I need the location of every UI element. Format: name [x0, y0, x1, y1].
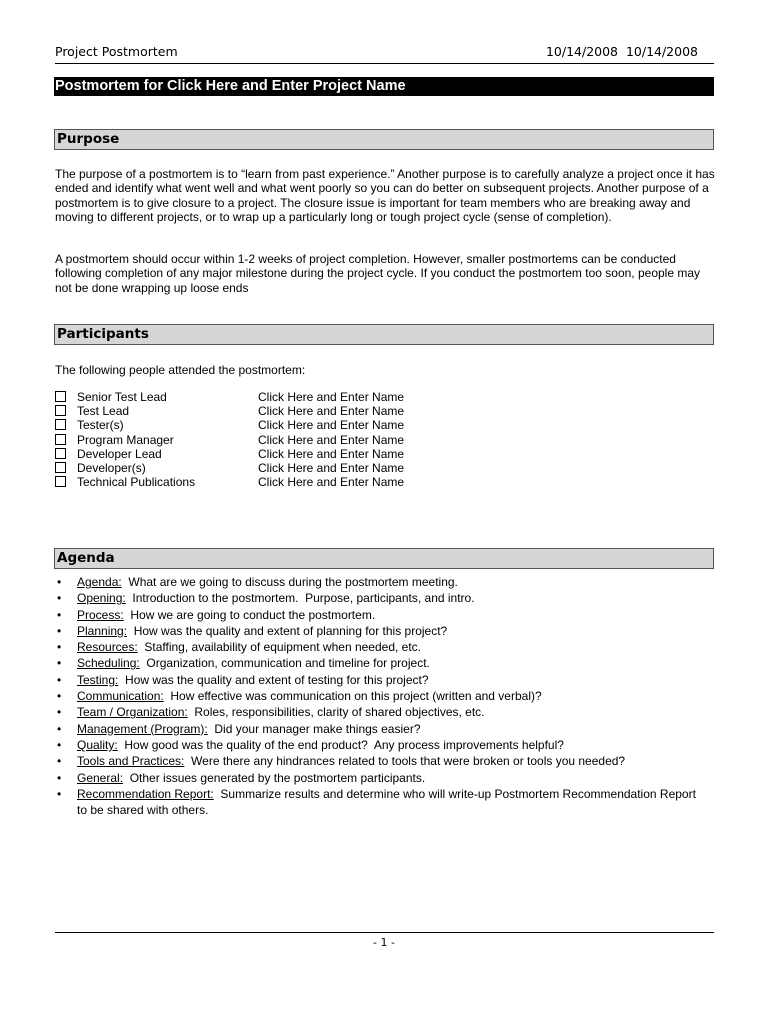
agenda-item [55, 737, 705, 753]
participant-row [55, 461, 475, 475]
header-dates: 10/14/2008 10/14/2008 [545, 44, 698, 59]
agenda-item-description: Other issues generated by the postmortem participants. [123, 770, 426, 785]
agenda-item-term: Planning: [77, 623, 128, 638]
agenda-item-description: What are we going to discuss during the postmortem meeting. [121, 575, 458, 589]
participant-checkbox[interactable] [55, 419, 66, 430]
participant-row [55, 475, 475, 489]
bullet-icon: • [57, 786, 62, 801]
participant-role: Tester(s) [77, 418, 124, 433]
bullet-icon: • [57, 591, 62, 606]
participant-row [55, 447, 475, 461]
participants-intro: The following people attended the postmortem: [55, 363, 306, 377]
agenda-item-description: How we are going to conduct the postmortem. [123, 607, 376, 622]
agenda-item-term: Scheduling: [77, 656, 140, 671]
participant-name-field[interactable]: Click Here and Enter Name [258, 446, 405, 461]
bullet-icon: • [57, 689, 62, 704]
agenda-item-term: Tools and Practices: [77, 754, 185, 769]
agenda-item-description: Introduction to the postmortem. Purpose, participants, and intro. [125, 591, 475, 606]
agenda-item-term: Recommendation Report: [77, 786, 214, 801]
bullet-icon: • [57, 721, 62, 736]
agenda-item-description: Were there any hindrances related to tools that were broken or tools you needed? [184, 754, 626, 769]
agenda-item [55, 721, 705, 737]
agenda-item-term: Resources: [77, 640, 138, 655]
participant-name-field[interactable]: Click Here and Enter Name [258, 432, 405, 447]
agenda-heading: Agenda [54, 548, 714, 569]
participant-checkbox[interactable] [55, 434, 66, 445]
participant-role: Program Manager [77, 432, 174, 447]
agenda-item-description: Did your manager make things easier? [207, 721, 421, 736]
agenda-item [55, 639, 705, 655]
agenda-item-description: How was the quality and extent of planning for this project? [127, 623, 448, 638]
purpose-paragraph-1: The purpose of a postmortem is to “learn from past experience.” Another purpose is to carefully analyze a project once it has ended and identify what went well and what went poorly so you can do better on subsequent projects. Another purpose of a postmortem is to give closure to a project. The closure issue is important for team members who are breaking away and moving to different projects, or to wrap up a particularly long or tough project cycle (sense of completion). [55, 167, 715, 225]
participant-role: Senior Test Lead [77, 390, 167, 404]
agenda-item [55, 672, 705, 688]
participant-role: Technical Publications [77, 475, 196, 490]
participant-row [55, 433, 475, 447]
document-title[interactable]: Postmortem for Click Here and Enter Project Name [54, 77, 714, 96]
participant-row [55, 418, 475, 432]
participant-checkbox[interactable] [55, 448, 66, 459]
bullet-icon: • [57, 656, 62, 671]
agenda-item-description: How effective was communication on this project (written and verbal)? [163, 689, 542, 704]
agenda-item-term: Process: [77, 607, 124, 622]
bullet-icon: • [57, 640, 62, 655]
participant-name-field[interactable]: Click Here and Enter Name [258, 390, 405, 404]
footer-rule [55, 932, 714, 933]
page-number: - 1 - [373, 936, 395, 949]
header-doc-title: Project Postmortem [55, 44, 178, 59]
agenda-item-term: Quality: [77, 737, 118, 752]
bullet-icon: • [57, 623, 62, 638]
agenda-item-description: Organization, communication and timeline for project. [139, 656, 430, 671]
participant-checkbox[interactable] [55, 462, 66, 473]
participant-name-field[interactable]: Click Here and Enter Name [258, 404, 405, 419]
bullet-icon: • [57, 575, 62, 589]
agenda-item-term: General: [77, 770, 124, 785]
participant-role: Developer Lead [77, 446, 162, 461]
participant-checkbox[interactable] [55, 391, 66, 402]
bullet-icon: • [57, 754, 62, 769]
page-header [55, 44, 715, 61]
agenda-item [55, 688, 705, 704]
bullet-icon: • [57, 705, 62, 720]
agenda-item-term: Communication: [77, 689, 164, 704]
agenda-item-description: How was the quality and extent of testing for this project? [118, 672, 429, 687]
agenda-item [55, 753, 705, 769]
agenda-item [55, 786, 705, 819]
agenda-item-term: Agenda: [77, 575, 122, 589]
agenda-item-description: Summarize results and determine who will write-up Postmortem Recommendation Report to be shared with others. [77, 786, 700, 818]
bullet-icon: • [57, 607, 62, 622]
agenda-item [55, 574, 705, 590]
participants-heading: Participants [54, 324, 714, 345]
agenda-item-term: Opening: [77, 591, 126, 606]
participant-role: Developer(s) [77, 460, 146, 475]
participant-checkbox[interactable] [55, 405, 66, 416]
participant-role: Test Lead [77, 404, 130, 419]
agenda-list [55, 574, 705, 818]
purpose-paragraph-2: A postmortem should occur within 1-2 weeks of project completion. However, smaller postmortems can be conducted following completion of any major milestone during the project cycle. If you conduct the postmortem too soon, people may not be done wrapping up loose ends [55, 252, 701, 295]
agenda-item [55, 623, 705, 639]
agenda-item-description: Staffing, availability of equipment when needed, etc. [137, 640, 421, 655]
agenda-item [55, 704, 705, 720]
agenda-item-description: How good was the quality of the end product? Any process improvements helpful? [117, 737, 564, 752]
agenda-item [55, 770, 705, 786]
participants-list [55, 390, 475, 489]
participant-name-field[interactable]: Click Here and Enter Name [258, 475, 405, 490]
participant-name-field[interactable]: Click Here and Enter Name [258, 418, 405, 433]
agenda-item-description: Roles, responsibilities, clarity of shared objectives, etc. [187, 705, 485, 720]
participant-checkbox[interactable] [55, 476, 66, 487]
participant-name-field[interactable]: Click Here and Enter Name [258, 460, 405, 475]
agenda-item [55, 607, 705, 623]
agenda-item-term: Testing: [77, 672, 119, 687]
bullet-icon: • [57, 672, 62, 687]
participant-row [55, 404, 475, 418]
participant-row [55, 390, 475, 404]
agenda-item [55, 590, 705, 606]
agenda-item [55, 655, 705, 671]
header-rule [55, 63, 714, 64]
bullet-icon: • [57, 737, 62, 752]
agenda-item-term: Team / Organization: [77, 705, 188, 720]
bullet-icon: • [57, 770, 62, 785]
purpose-heading: Purpose [54, 129, 714, 150]
agenda-item-term: Management (Program): [77, 721, 208, 736]
